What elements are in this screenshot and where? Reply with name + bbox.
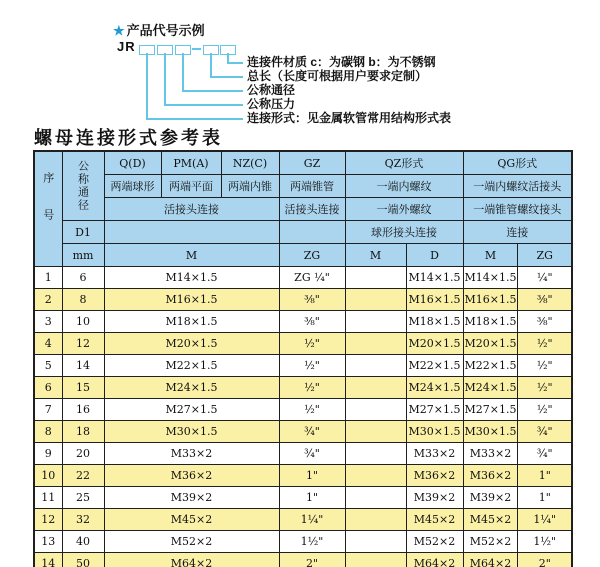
header-row-d1 — [34, 221, 572, 244]
cell-qg-zg: ⅜" — [518, 289, 572, 311]
table-row — [34, 399, 572, 421]
cell-qz-m — [345, 421, 406, 443]
cell-m: M39×2 — [104, 487, 279, 509]
cell-zg: ½" — [279, 377, 345, 399]
cell-qg-m: M64×2 — [463, 553, 518, 567]
connector-line — [164, 53, 166, 105]
cell-mm: 50 — [62, 553, 104, 567]
header-row-types — [34, 175, 572, 198]
cell-zg: 1½" — [279, 531, 345, 553]
table-row — [34, 421, 572, 443]
cell-m: M16×1.5 — [104, 289, 279, 311]
cell-qg-m: M18×1.5 — [463, 311, 518, 333]
cell-m: M36×2 — [104, 465, 279, 487]
cell-qz-m — [345, 531, 406, 553]
reference-table — [33, 150, 573, 567]
header-unit-qz-d: D — [406, 244, 463, 267]
cell-seq: 4 — [34, 333, 62, 355]
cell-qz-d: M30×1.5 — [406, 421, 463, 443]
cell-m: M18×1.5 — [104, 311, 279, 333]
cell-m: M64×2 — [104, 553, 279, 567]
cell-qz-d: M16×1.5 — [406, 289, 463, 311]
cell-qg-zg: ½" — [518, 377, 572, 399]
table-row — [34, 311, 572, 333]
header-row-connection — [34, 198, 572, 221]
header-seq: 序号 — [34, 151, 62, 267]
cell-mm: 15 — [62, 377, 104, 399]
table-row — [34, 289, 572, 311]
cell-qz-m — [345, 311, 406, 333]
cell-m: M24×1.5 — [104, 377, 279, 399]
cell-m: M52×2 — [104, 531, 279, 553]
header-gz: GZ — [279, 151, 345, 175]
header-unit-qg-zg: ZG — [518, 244, 572, 267]
cell-qg-m: M39×2 — [463, 487, 518, 509]
cell-qg-m: M36×2 — [463, 465, 518, 487]
cell-seq: 13 — [34, 531, 62, 553]
cell-seq: 6 — [34, 377, 62, 399]
cell-qz-m — [345, 377, 406, 399]
cell-qg-m: M33×2 — [463, 443, 518, 465]
cell-seq: 1 — [34, 267, 62, 289]
cell-seq: 8 — [34, 421, 62, 443]
cell-mm: 22 — [62, 465, 104, 487]
code-dash — [192, 48, 201, 50]
cell-mm: 18 — [62, 421, 104, 443]
cell-zg: 1" — [279, 465, 345, 487]
cell-qz-d: M20×1.5 — [406, 333, 463, 355]
connector-line — [182, 90, 243, 92]
cell-qz-d: M52×2 — [406, 531, 463, 553]
cell-qg-m: M20×1.5 — [463, 333, 518, 355]
cell-mm: 10 — [62, 311, 104, 333]
star-icon: ★ — [113, 23, 125, 38]
cell-qz-m — [345, 333, 406, 355]
cell-mm: 6 — [62, 267, 104, 289]
cell-zg: ZG ¼" — [279, 267, 345, 289]
header-mm: mm — [62, 244, 104, 267]
cell-qg-zg: ¼" — [518, 267, 572, 289]
header-left-connection: 活接头连接 — [104, 198, 279, 221]
diagram-label-length: 总长（长度可根据用户要求定制） — [247, 69, 428, 83]
cell-qz-d: M36×2 — [406, 465, 463, 487]
header-unit-zg: ZG — [279, 244, 345, 267]
cell-qg-zg: ¾" — [518, 443, 572, 465]
connector-line — [210, 76, 243, 78]
table-row — [34, 333, 572, 355]
table-body — [34, 267, 572, 567]
header-nzc: NZ(C) — [221, 151, 279, 175]
header-qz-type: 一端内螺纹 — [345, 175, 463, 198]
cell-qz-m — [345, 553, 406, 567]
cell-seq: 7 — [34, 399, 62, 421]
cell-qz-m — [345, 487, 406, 509]
cell-qz-d: M14×1.5 — [406, 267, 463, 289]
diagram-label-connection: 连接形式：见金属软管常用结构形式表 — [247, 111, 452, 125]
cell-zg: ½" — [279, 333, 345, 355]
table-row — [34, 355, 572, 377]
cell-qg-m: M24×1.5 — [463, 377, 518, 399]
cell-mm: 40 — [62, 531, 104, 553]
cell-m: M22×1.5 — [104, 355, 279, 377]
cell-qg-m: M22×1.5 — [463, 355, 518, 377]
cell-qg-zg: ½" — [518, 399, 572, 421]
cell-m: M33×2 — [104, 443, 279, 465]
cell-zg: ⅜" — [279, 311, 345, 333]
cell-m: M45×2 — [104, 509, 279, 531]
cell-qz-d: M18×1.5 — [406, 311, 463, 333]
cell-qg-m: M30×1.5 — [463, 421, 518, 443]
cell-mm: 12 — [62, 333, 104, 355]
cell-qz-m — [345, 355, 406, 377]
cell-seq: 3 — [34, 311, 62, 333]
cell-zg: ¾" — [279, 443, 345, 465]
header-empty-left — [104, 221, 279, 244]
diagram-title-text: 产品代号示例 — [126, 23, 205, 38]
cell-qz-m — [345, 443, 406, 465]
cell-qg-m: M45×2 — [463, 509, 518, 531]
cell-seq: 14 — [34, 553, 62, 567]
header-unit-m: M — [104, 244, 279, 267]
cell-seq: 12 — [34, 509, 62, 531]
cell-seq: 9 — [34, 443, 62, 465]
connector-line — [210, 53, 212, 77]
cell-qz-m — [345, 399, 406, 421]
table-row — [34, 531, 572, 553]
cell-zg: 1¼" — [279, 509, 345, 531]
cell-mm: 32 — [62, 509, 104, 531]
cell-qg-m: M16×1.5 — [463, 289, 518, 311]
cell-seq: 10 — [34, 465, 62, 487]
cell-qg-zg: 1" — [518, 487, 572, 509]
header-gz-connection: 活接头连接 — [279, 198, 345, 221]
cell-qz-d: M24×1.5 — [406, 377, 463, 399]
cell-qg-m: M27×1.5 — [463, 399, 518, 421]
connector-line — [164, 104, 243, 106]
cell-qz-d: M45×2 — [406, 509, 463, 531]
header-qg-connection: 一端锥管螺纹接头 — [463, 198, 572, 221]
cell-qg-zg: ⅜" — [518, 311, 572, 333]
cell-zg: 1" — [279, 487, 345, 509]
cell-qg-zg: 1½" — [518, 531, 572, 553]
cell-mm: 14 — [62, 355, 104, 377]
table-row — [34, 267, 572, 289]
table-row — [34, 553, 572, 567]
diagram-label-material: 连接件材质 c：为碳钢 b：为不锈钢 — [247, 55, 436, 69]
table-row — [34, 377, 572, 399]
header-qg-joint: 连接 — [463, 221, 572, 244]
cell-qg-zg: ½" — [518, 355, 572, 377]
header-qd-type: 两端球形 — [104, 175, 161, 198]
cell-zg: ¾" — [279, 421, 345, 443]
cell-qz-m — [345, 289, 406, 311]
cell-qg-zg: ¾" — [518, 421, 572, 443]
code-prefix: JR — [117, 39, 136, 54]
cell-qg-m: M52×2 — [463, 531, 518, 553]
header-unit-qg-m: M — [463, 244, 518, 267]
cell-m: M27×1.5 — [104, 399, 279, 421]
header-d1: D1 — [62, 221, 104, 244]
cell-zg: ½" — [279, 355, 345, 377]
cell-qz-m — [345, 465, 406, 487]
table-row — [34, 443, 572, 465]
header-gz-type: 两端锥管 — [279, 175, 345, 198]
cell-zg: ⅜" — [279, 289, 345, 311]
header-unit-qz-m: M — [345, 244, 406, 267]
header-nzc-type: 两端内锥 — [221, 175, 279, 198]
connector-line — [182, 53, 184, 91]
header-pma: PM(A) — [161, 151, 221, 175]
cell-qz-d: M22×1.5 — [406, 355, 463, 377]
diagram-label-pressure: 公称压力 — [247, 97, 296, 111]
table-row — [34, 465, 572, 487]
cell-qz-m — [345, 267, 406, 289]
header-qz: QZ形式 — [345, 151, 463, 175]
header-row-units — [34, 244, 572, 267]
diagram-label-diameter: 公称通径 — [247, 83, 296, 97]
cell-seq: 2 — [34, 289, 62, 311]
connector-line — [227, 62, 243, 64]
cell-qz-m — [345, 509, 406, 531]
connector-line — [146, 53, 148, 119]
table-title: 螺母连接形式参考表 — [34, 128, 223, 149]
cell-qz-d: M27×1.5 — [406, 399, 463, 421]
diagram-title — [113, 20, 205, 39]
cell-mm: 20 — [62, 443, 104, 465]
cell-seq: 11 — [34, 487, 62, 509]
header-pma-type: 两端平面 — [161, 175, 221, 198]
cell-qg-zg: 1" — [518, 465, 572, 487]
cell-mm: 8 — [62, 289, 104, 311]
cell-mm: 16 — [62, 399, 104, 421]
cell-qg-zg: ½" — [518, 333, 572, 355]
connector-line — [146, 118, 243, 120]
cell-qg-zg: 2" — [518, 553, 572, 567]
cell-mm: 25 — [62, 487, 104, 509]
cell-qg-m: M14×1.5 — [463, 267, 518, 289]
cell-m: M14×1.5 — [104, 267, 279, 289]
table-row — [34, 487, 572, 509]
cell-qz-d: M33×2 — [406, 443, 463, 465]
header-qg-type: 一端内螺纹活接头 — [463, 175, 572, 198]
header-qd: Q(D) — [104, 151, 161, 175]
header-qz-joint: 球形接头连接 — [345, 221, 463, 244]
cell-m: M20×1.5 — [104, 333, 279, 355]
header-diameter: 公称通径 — [62, 151, 104, 221]
cell-zg: 2" — [279, 553, 345, 567]
cell-m: M30×1.5 — [104, 421, 279, 443]
cell-qg-zg: 1¼" — [518, 509, 572, 531]
table-header — [34, 151, 572, 267]
cell-zg: ½" — [279, 399, 345, 421]
header-qz-connection: 一端外螺纹 — [345, 198, 463, 221]
header-row-codes — [34, 151, 572, 175]
cell-seq: 5 — [34, 355, 62, 377]
cell-qz-d: M39×2 — [406, 487, 463, 509]
header-qg: QG形式 — [463, 151, 572, 175]
header-empty-gz — [279, 221, 345, 244]
table-row — [34, 509, 572, 531]
cell-qz-d: M64×2 — [406, 553, 463, 567]
